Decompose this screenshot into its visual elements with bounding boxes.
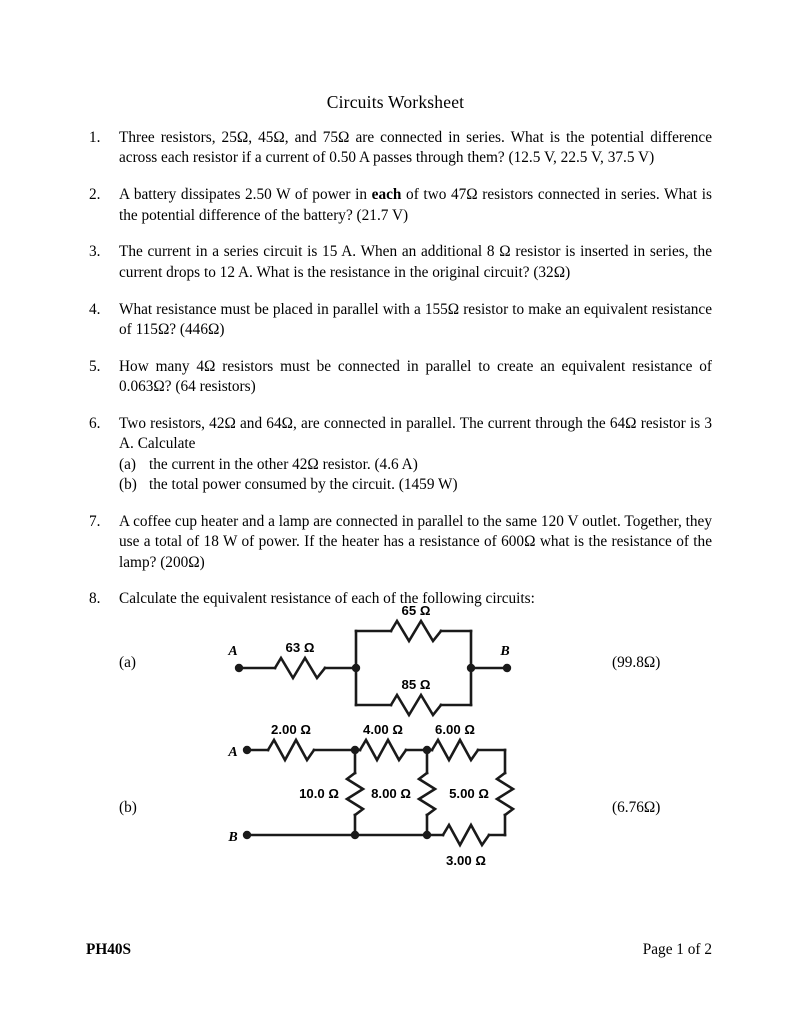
terminal-dot-a-right [503,664,511,672]
footer-course-code: PH40S [86,941,132,958]
terminal-label-b: B [500,644,510,659]
page-footer [86,941,712,959]
circuit-diagram-a [215,592,535,722]
resistor-label-8ohm: 8.00 Ω [371,786,411,801]
terminal-dot-a-left [235,664,243,672]
resistor-label-65ohm: 65 Ω [401,603,431,618]
resistor-63ohm [275,658,325,678]
circuit-diagram-b [215,722,535,875]
junction-dot-a-left [352,664,360,672]
terminal-dot-b-a [243,746,251,754]
question-4 [86,300,712,341]
question-text-part1: A battery dissipates 2.50 W of power in [119,186,372,204]
resistor-5ohm [497,773,513,815]
question-text: The current in a series circuit is 15 A. When an additional 8 Ω resistor is inserted in series, the current drops to 12 A. What is the resistance in the original circuit? (32Ω) [119,243,712,281]
question-3 [86,242,712,283]
question-number: 1. [89,129,101,146]
question-number: 8. [89,590,101,608]
figure-a-answer: (99.8Ω) [612,654,661,671]
junction-dot-b-bottom-1 [351,831,359,839]
circuit-figures [0,590,791,890]
resistor-3ohm [443,825,489,845]
terminal-label-b-a: A [228,745,238,760]
footer-page-indicator: Page 1 of 2 [642,941,712,958]
question-text: Two resistors, 42Ω and 64Ω, are connected in parallel. The current through the 64Ω resistor is 3 A. Calculate [119,414,712,453]
question-text: How many 4Ω resistors must be connected in parallel to create an equivalent resistance of 0.063Ω? (64 resistors) [119,357,712,396]
terminal-dot-b-b [243,831,251,839]
resistor-label-3ohm: 3.00 Ω [446,853,486,868]
question-1 [86,128,712,169]
resistor-4ohm [360,740,406,760]
terminal-label-a: A [228,644,238,659]
question-number: 6. [89,414,101,432]
question-text-part2: of two 47Ω resistors connected in series. What is the potential difference of the battery? (21.7 V) [119,186,712,224]
question-emphasis: each [371,186,402,204]
resistor-label-2ohm: 2.00 Ω [271,722,311,737]
junction-dot-b-bottom-2 [423,831,431,839]
question-text: A coffee cup heater and a lamp are connected in parallel to the same 120 V outlet. Together, they use a total of 18 W of power. If the heater has a resistance of 600Ω what is the resistance of the lamp? (200Ω) [119,512,712,571]
resistor-10ohm [347,773,363,815]
resistor-label-10ohm: 10.0 Ω [299,786,339,801]
figure-b-label: (b) [119,799,137,816]
resistor-label-85ohm: 85 Ω [401,677,431,692]
resistor-label-5ohm: 5.00 Ω [449,786,489,801]
figure-a-label: (a) [119,654,136,671]
question-7 [86,512,712,573]
resistor-2ohm [268,740,314,760]
question-number: 5. [89,357,101,375]
junction-dot-a-right [467,664,475,672]
question-text: What resistance must be placed in parallel with a 155Ω resistor to make an equivalent resistance of 115Ω? (446Ω) [119,300,712,338]
resistor-label-63ohm: 63 Ω [285,640,315,655]
subitem-text: the current in the other 42Ω resistor. (4.6 A) [149,455,418,473]
resistor-8ohm [419,773,435,815]
question-5 [86,357,712,398]
resistor-65ohm [391,621,441,641]
subitem-label: (b) [119,475,137,493]
question-6-subitem-a [119,455,712,475]
figure-b-answer: (6.76Ω) [612,799,661,816]
resistor-85ohm [391,695,441,715]
question-number: 3. [89,243,101,261]
subitem-text: the total power consumed by the circuit. (1459 W) [149,475,458,493]
question-2 [86,185,712,226]
question-text [119,185,712,226]
question-number: 7. [89,512,101,530]
question-6-subitem-b [119,475,712,495]
subitem-label: (a) [119,455,136,473]
question-list [86,128,712,626]
resistor-label-4ohm: 4.00 Ω [363,722,403,737]
terminal-label-b-b: B [228,830,238,845]
question-6-subitems [119,455,712,496]
resistor-label-6ohm: 6.00 Ω [435,722,475,737]
question-text: Calculate the equivalent resistance of each of the following circuits: [119,590,535,608]
page-title: Circuits Worksheet [326,92,465,112]
junction-dot-b-top-2 [423,746,431,754]
junction-dot-b-top-1 [351,746,359,754]
question-text: Three resistors, 25Ω, 45Ω, and 75Ω are connected in series. What is the potential difference across each resistor if a current of 0.50 A passes through them? (12.5 V, 22.5 V, 37.5 V) [119,129,712,167]
resistor-6ohm [432,740,478,760]
question-number: 4. [89,300,101,318]
question-number: 2. [89,186,101,204]
question-6 [86,414,712,495]
